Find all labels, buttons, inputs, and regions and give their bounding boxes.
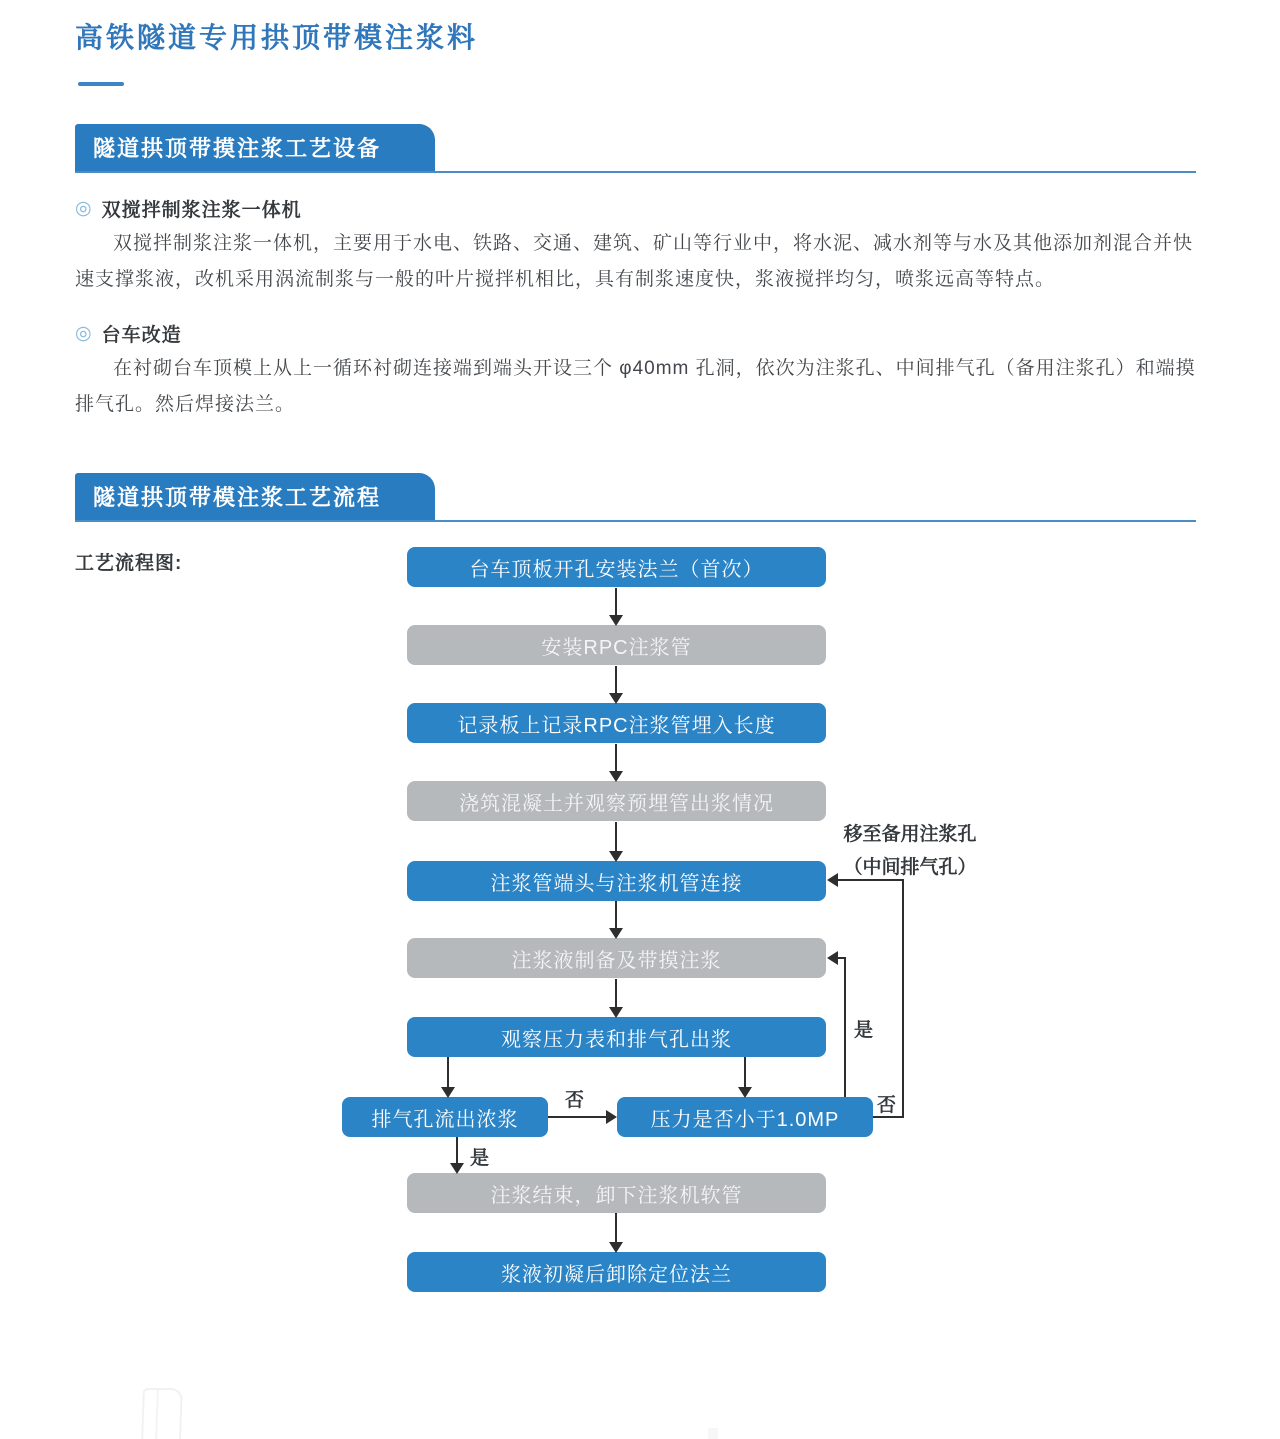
arrow-down-3	[615, 744, 617, 772]
edge-label-yes-loop: 是	[854, 1020, 874, 1041]
ring-bullet-icon: ◎	[75, 323, 92, 344]
arrow-down-2	[615, 666, 617, 694]
ring-bullet-icon: ◎	[75, 198, 92, 219]
paragraph-trolley: 在衬砌台车顶模上从上一循环衬砌连接端到端头开设三个 φ40mm 孔洞，依次为注浆孔、中间排气孔（备用注浆孔）和端摸排气孔。然后焊接法兰。	[75, 358, 1196, 415]
loop-yes-horizontal	[838, 957, 846, 959]
section-banner-process: 隧道拱顶带模注浆工艺流程	[75, 473, 435, 520]
bullet-heading-mixer: 双搅拌制浆注浆一体机	[101, 200, 302, 221]
section-banner-row-process	[75, 473, 1196, 522]
arrow-down-5	[615, 901, 617, 929]
flow-node-finish-detach-hose: 注浆结束，卸下注浆机软管	[407, 1173, 826, 1213]
page-title: 高铁隧道专用拱顶带模注浆料	[75, 22, 479, 53]
arrow-down-4	[615, 822, 617, 852]
flow-node-drill-flange: 台车顶板开孔安装法兰（首次）	[407, 547, 826, 587]
flowchart-caption: 工艺流程图:	[75, 553, 183, 574]
arrow-no-head	[606, 1110, 617, 1124]
building-watermark-icon	[141, 1388, 183, 1439]
bullet-row-trolley	[75, 320, 1196, 347]
flow-node-pressure-check: 压力是否小于1.0MP	[617, 1097, 873, 1137]
flow-node-connect-machine: 注浆管端头与注浆机管连接	[407, 861, 826, 901]
flow-node-observe-gauge: 观察压力表和排气孔出浆	[407, 1017, 826, 1057]
bullet-row-mixer	[75, 195, 1196, 222]
flow-node-prepare-grout: 注浆液制备及带摸注浆	[407, 938, 826, 978]
arrow-down-6	[615, 979, 617, 1008]
flow-node-remove-flange: 浆液初凝后卸除定位法兰	[407, 1252, 826, 1292]
loop-yes-vertical	[844, 957, 846, 1097]
loop-yes-head	[827, 951, 838, 965]
loop-annotation	[824, 818, 996, 884]
flow-node-vent-thick-grout: 排气孔流出浓浆	[342, 1097, 548, 1137]
arrow-down-1	[615, 588, 617, 616]
arrow-down-7	[615, 1213, 617, 1243]
loop-no-stub	[873, 1116, 904, 1118]
flow-node-install-rpc-pipe: 安装RPC注浆管	[407, 625, 826, 665]
flow-node-pour-concrete: 浇筑混凝土并观察预埋管出浆情况	[407, 781, 826, 821]
edge-label-no-loop: 否	[877, 1095, 897, 1116]
section-banner-row-equipment	[75, 124, 1196, 173]
watermark-fragment	[708, 1428, 718, 1439]
loop-annotation-line2: （中间排气孔）	[843, 857, 977, 878]
paragraph-mixer: 双搅拌制浆注浆一体机，主要用于水电、铁路、交通、建筑、矿山等行业中，将水泥、减水剂等与水及其他添加剂混合并快速支撑浆液，改机采用涡流制浆与一般的叶片搅拌机相比，具有制浆速度快，浆液搅拌均匀，喷浆远高等特点。	[75, 233, 1194, 290]
loop-annotation-line1: 移至备用注浆孔	[843, 824, 977, 845]
document-content	[0, 0, 1280, 575]
flow-node-record-length: 记录板上记录RPC注浆管埋入长度	[407, 703, 826, 743]
title-underline	[78, 82, 124, 86]
loop-no-horizontal	[838, 879, 904, 881]
arrow-no-line	[548, 1116, 608, 1118]
loop-no-head	[827, 873, 838, 887]
edge-label-no: 否	[565, 1090, 585, 1111]
arrow-down-branch-left	[447, 1057, 449, 1088]
bullet-heading-trolley: 台车改造	[101, 325, 182, 346]
arrow-down-yes	[456, 1137, 458, 1164]
section-banner-equipment: 隧道拱顶带摸注浆工艺设备	[75, 124, 435, 171]
arrow-down-branch-right	[744, 1057, 746, 1088]
edge-label-yes: 是	[470, 1148, 490, 1169]
loop-no-vertical	[902, 879, 904, 1118]
